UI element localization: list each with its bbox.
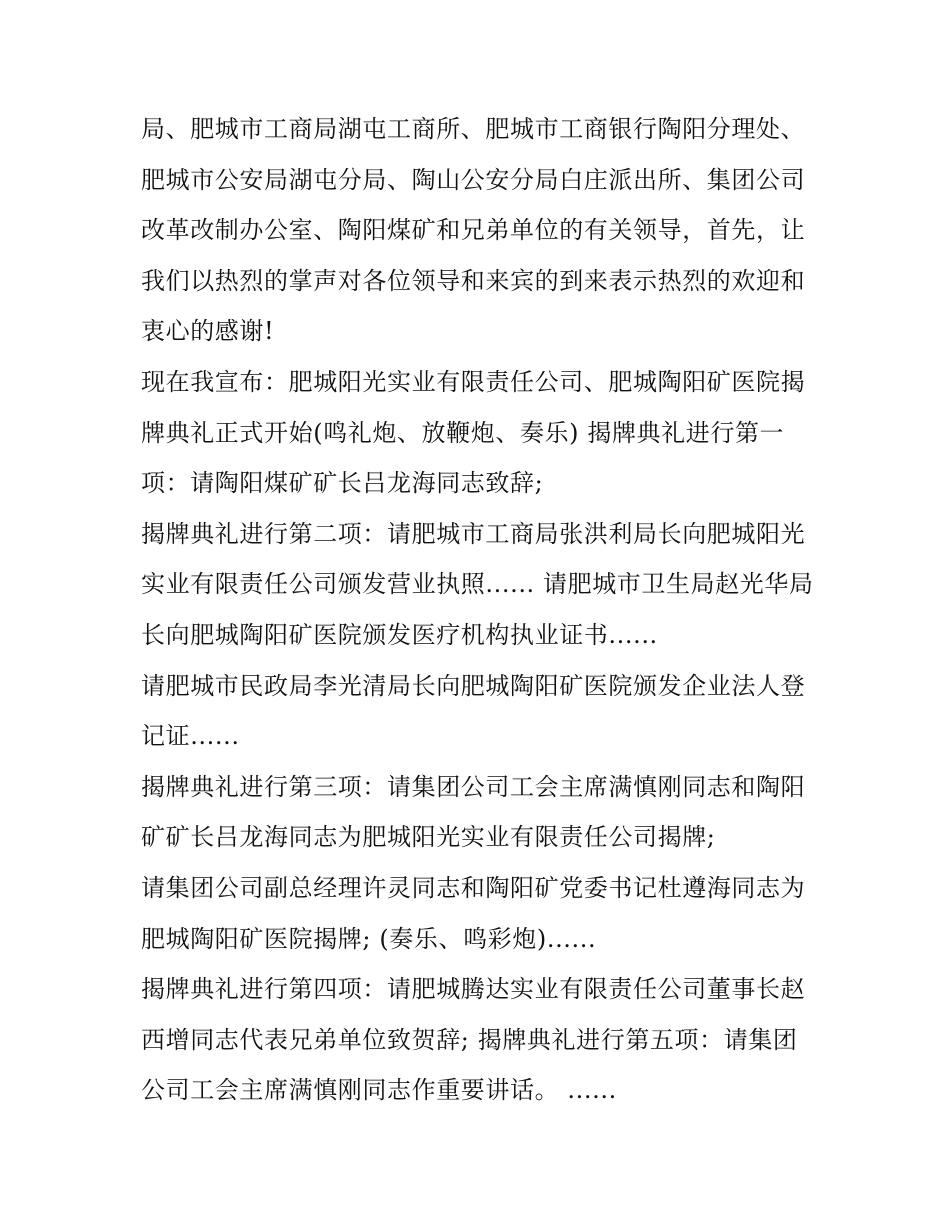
text-line: 现在我宣布：肥城阳光实业有限责任公司、肥城陶阳矿医院揭 [141,367,806,396]
text-line: 项：请陶阳煤矿矿长吕龙海同志致辞; [141,469,544,498]
text-line: 揭牌典礼进行第二项：请肥城市工商局张洪利局长向肥城阳光 [141,519,806,548]
text-line: 公司工会主席满慎刚同志作重要讲话。 ...... [141,1076,617,1105]
text-line: 肥城市公安局湖屯分局、陶山公安分局白庄派出所、集团公司 [141,165,806,194]
text-line: 西增同志代表兄弟单位致贺辞; 揭牌典礼进行第五项：请集团 [141,1025,798,1054]
document-body [141,104,821,1116]
text-line: 长向肥城陶阳矿医院颁发医疗机构执业证书...... [141,620,658,649]
text-line: 矿矿长吕龙海同志为肥城阳光实业有限责任公司揭牌; [141,823,716,852]
text-line: 揭牌典礼进行第四项：请肥城腾达实业有限责任公司董事长赵 [141,975,806,1004]
text-line: 请肥城市民政局李光清局长向肥城陶阳矿医院颁发企业法人登 [141,671,806,700]
text-line: 改革改制办公室、陶阳煤矿和兄弟单位的有关领导，首先，让 [141,216,806,245]
text-line: 局、肥城市工商局湖屯工商所、肥城市工商银行陶阳分理处、 [141,115,806,143]
text-line: 实业有限责任公司颁发营业执照...... 请肥城市卫生局赵光华局 [141,570,814,599]
text-line: 肥城陶阳矿医院揭牌; (奏乐、鸣彩炮)...... [141,924,597,953]
text-line: 请集团公司副总经理许灵同志和陶阳矿党委书记杜遵海同志为 [141,873,806,902]
text-line: 牌典礼正式开始(鸣礼炮、放鞭炮、奏乐) 揭牌典礼进行第一 [141,418,785,447]
text-line: 记证...... [141,722,240,751]
text-line: 衷心的感谢! [141,317,275,346]
text-line: 我们以热烈的掌声对各位领导和来宾的到来表示热烈的欢迎和 [141,266,806,295]
text-line: 揭牌典礼进行第三项：请集团公司工会主席满慎刚同志和陶阳 [141,772,806,801]
